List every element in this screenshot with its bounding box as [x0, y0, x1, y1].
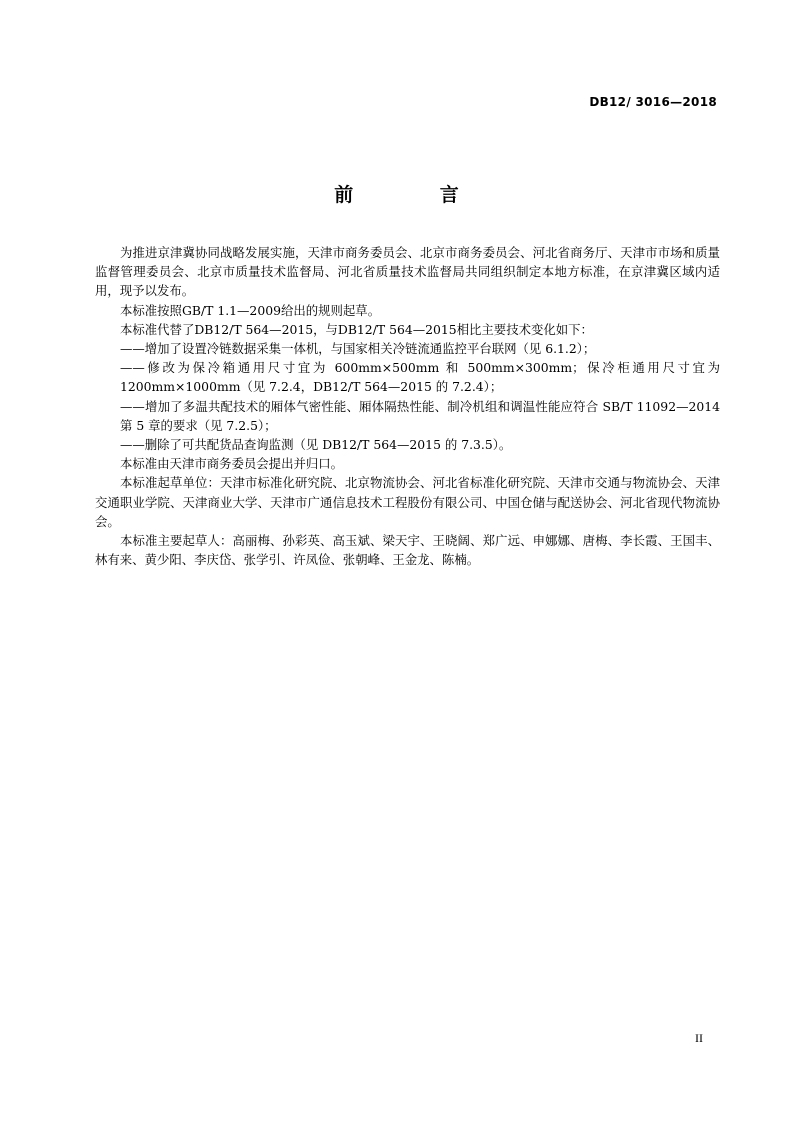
paragraph-replacement: 本标准代替了DB12/T 564—2015，与DB12/T 564—2015相比主要技术变化如下：	[120, 321, 593, 337]
change-item: ——增加了设置冷链数据采集一体机，与国家相关冷链流通监控平台联网（见 6.1.2）；	[120, 341, 596, 357]
change-item: ——修改为保冷箱通用尺寸宜为 600mm×500mm 和 500mm×300mm；保冷柜通用尺寸宜为 1200mm×1000mm（见 7.2.4，DB12/T 564—2015 的 7.2.4）；	[120, 360, 720, 395]
standard-code: DB12/ 3016—2018	[589, 95, 717, 109]
paragraph-purpose: 为推进京津冀协同战略发展实施，天津市商务委员会、北京市商务委员会、河北省商务厅、天津市市场和质量监督管理委员会、北京市质量技术监督局、河北省质量技术监督局共同组织制定本地方标准，在京津冀区域内适用，现予以发布。	[95, 245, 720, 299]
paragraph-drafters: 本标准主要起草人：高丽梅、孙彩英、高玉斌、梁天宇、王晓阔、郑广远、申娜娜、唐梅、李长霞、王国丰、林有来、黄少阳、李庆岱、张学引、许凤俭、张朝峰、王金龙、陈楠。	[95, 533, 720, 568]
paragraph-proposer: 本标准由天津市商务委员会提出并归口。	[120, 456, 344, 472]
page-title: 前 言	[334, 184, 499, 206]
foreword-body	[95, 243, 720, 569]
change-item: ——删除了可共配货品查询监测（见 DB12/T 564—2015 的 7.3.5）。	[120, 437, 512, 453]
page-number: II	[695, 1031, 703, 1045]
change-item: ——增加了多温共配技术的厢体气密性能、厢体隔热性能、制冷机组和调温性能应符合 SB/T 11092—2014 第 5 章的要求（见 7.2.5）；	[120, 398, 720, 433]
paragraph-drafting-rules: 本标准按照GB/T 1.1—2009给出的规则起草。	[120, 302, 381, 318]
paragraph-drafting-units: 本标准起草单位：天津市标准化研究院、北京物流协会、河北省标准化研究院、天津市交通与物流协会、天津交通职业学院、天津商业大学、天津市广通信息技术工程股份有限公司、中国仓储与配送协会、河北省现代物流协会。	[95, 475, 720, 529]
